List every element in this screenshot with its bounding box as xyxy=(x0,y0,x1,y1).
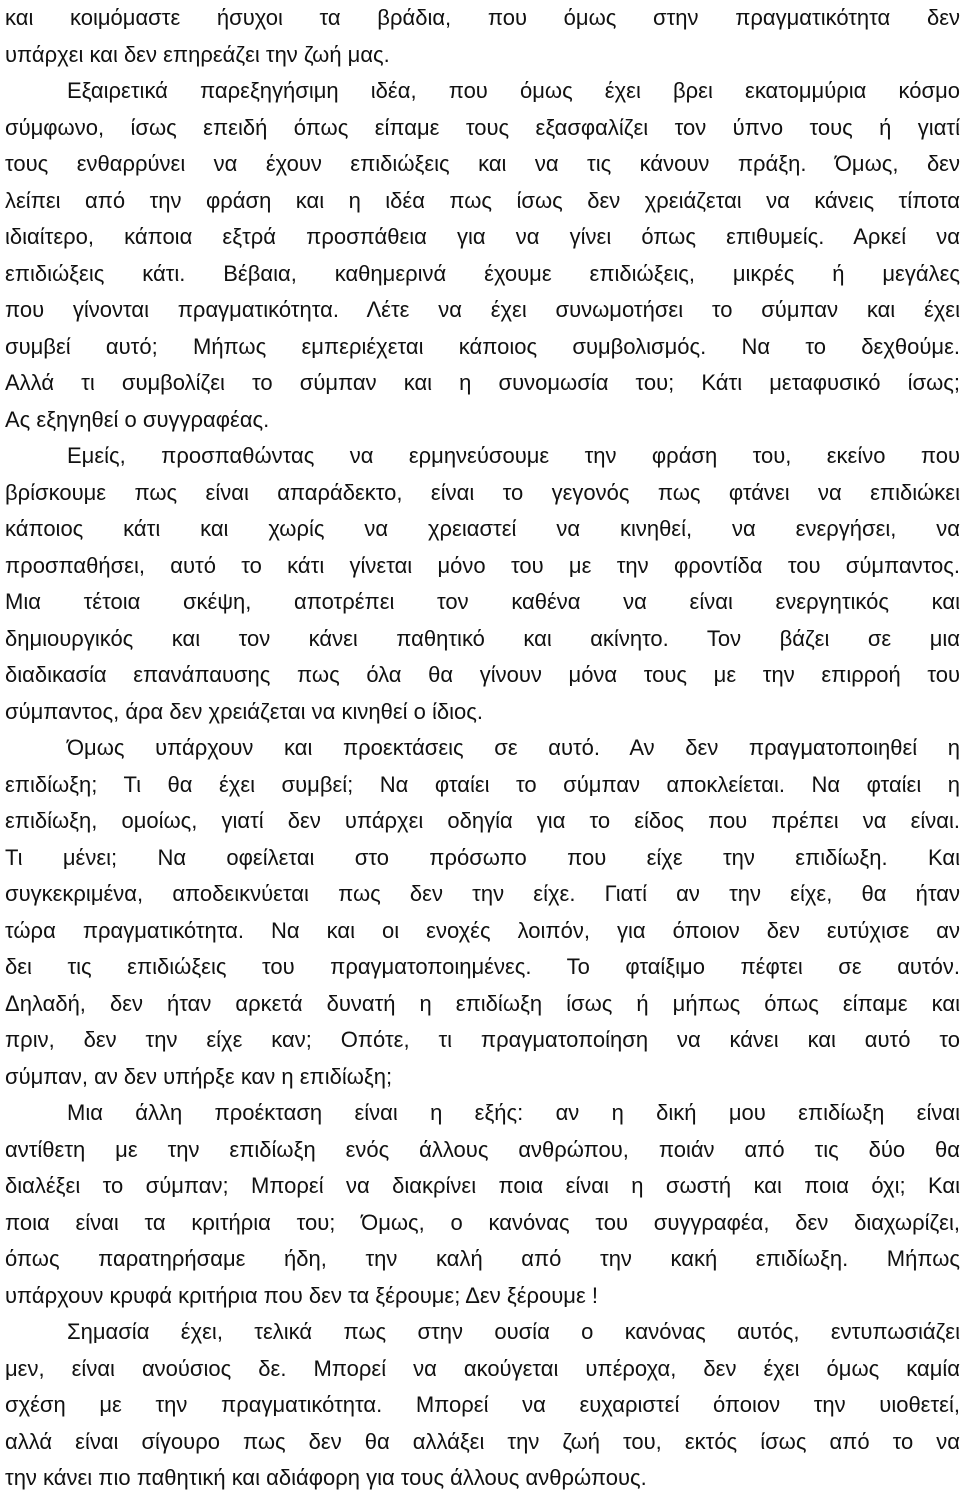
text-line: και κοιμόμαστε ήσυχοι τα βράδια, που όμως στην πραγματικότητα δεν xyxy=(5,5,960,30)
text-line: πριν, δεν την είχε καν; Οπότε, τι πραγματοποίηση να κάνει και αυτό το xyxy=(5,1027,960,1052)
text-line: δει τις επιδιώξεις του πραγματοποιημένες. Το φταίξιμο πέφτει σε αυτόν. xyxy=(5,954,960,979)
text-line: επιδίωξη, ομοίως, γιατί δεν υπάρχει οδηγία για το είδος που πρέπει να είναι. xyxy=(5,808,960,833)
text-line: ιδιαίτερο, κάποια εξτρά προσπάθεια για να γίνει όπως επιθυμείς. Αρκεί να xyxy=(5,224,960,249)
text-line: υπάρχουν κρυφά κριτήρια που δεν τα ξέρουμε; Δεν ξέρουμε ! xyxy=(5,1282,598,1308)
text-line: αντίθετη με την επιδίωξη ενός άλλους ανθρώπου, ποιάν από τις δύο θα xyxy=(5,1136,960,1162)
text-line: αλλά είναι σίγουρο πως δεν θα αλλάξει την ζωή του, εκτός ίσως από το να xyxy=(5,1428,960,1454)
text-line: την κάνει πιο παθητική και αδιάφορη για τους άλλους ανθρώπους. xyxy=(5,1465,647,1490)
text-line: Μια τέτοια σκέψη, αποτρέπει τον καθένα να είναι ενεργητικός και xyxy=(5,589,960,614)
text-line: τώρα πραγματικότητα. Να και οι ενοχές λοιπόν, για όποιον δεν ευτύχισε αν xyxy=(5,917,960,943)
text-line: επιδίωξη; Τι θα έχει συμβεί; Να φταίει το σύμπαν αποκλείεται. Να φταίει η xyxy=(5,771,960,797)
text-line: σύμπαν, αν δεν υπήρξε καν η επιδίωξη; xyxy=(5,1063,393,1089)
text-line: λείπει από την φράση και η ιδέα πως ίσως δεν χρειάζεται να κάνεις τίποτα xyxy=(5,187,960,213)
text-line: Εξαιρετικά παρεξηγήσιμη ιδέα, που όμως έχει βρει εκατομμύρια κόσμο xyxy=(67,78,960,103)
text-line: συμβεί αυτό; Μήπως εμπεριέχεται κάποιος συμβολισμός. Να το δεχθούμε. xyxy=(5,333,960,359)
text-line: Μια άλλη προέκταση είναι η εξής: αν η δική μου επιδίωξη είναι xyxy=(67,1100,960,1125)
text-line: τους ενθαρρύνει να έχουν επιδιώξεις και να τις κάνουν πράξη. Όμως, δεν xyxy=(5,151,960,176)
text-line: Τι μένει; Να οφείλεται στο πρόσωπο που είχε την επιδίωξη. Και xyxy=(5,844,960,870)
text-line: κάποιος κάτι και χωρίς να χρειαστεί να κινηθεί, να ενεργήσει, να xyxy=(5,516,960,541)
text-line: προσπαθήσει, αυτό το κάτι γίνεται μόνο του με την φροντίδα του σύμπαντος. xyxy=(5,552,960,578)
text-line: Όμως υπάρχουν και προεκτάσεις σε αυτό. Αν δεν πραγματοποιηθεί η xyxy=(67,735,960,760)
text-line: μεν, είναι ανούσιος δε. Μπορεί να ακούγεται υπέροχα, δεν έχει όμως καμία xyxy=(5,1355,960,1381)
text-line: δημιουργικός και τον κάνει παθητικό και ακίνητο. Τον βάζει σε μια xyxy=(5,625,960,651)
text-line: Ας εξηγηθεί ο συγγραφέας. xyxy=(5,406,270,432)
text-line: Αλλά τι συμβολίζει το σύμπαν και η συνομωσία του; Κάτι μεταφυσικό ίσως; xyxy=(5,370,960,395)
text-line: Σημασία έχει, τελικά πως στην ουσία ο κανόνας αυτός, εντυπωσιάζει xyxy=(67,1319,960,1344)
text-line: σχέση με την πραγματικότητα. Μπορεί να ευχαριστεί όποιον την υιοθετεί, xyxy=(5,1392,960,1417)
text-line: επιδιώξεις κάτι. Βέβαια, καθημερινά έχουμε επιδιώξεις, μικρές ή μεγάλες xyxy=(5,260,960,286)
document-page xyxy=(5,0,960,1497)
text-line: Δηλαδή, δεν ήταν αρκετά δυνατή η επιδίωξη ίσως ή μήπως όπως είπαμε και xyxy=(5,990,960,1016)
text-line: διαλέξει το σύμπαν; Μπορεί να διακρίνει ποια είναι η σωστή και ποια όχι; Και xyxy=(5,1173,960,1198)
text-line: σύμπαντος, άρα δεν χρειάζεται να κινηθεί ο ίδιος. xyxy=(5,698,483,724)
text-line: υπάρχει και δεν επηρεάζει την ζωή μας. xyxy=(5,41,390,67)
text-line: ποια είναι τα κριτήρια του; Όμως, ο κανόνας του συγγραφέα, δεν διαχωρίζει, xyxy=(5,1209,960,1235)
text-line: που γίνονται πραγματικότητα. Λέτε να έχει συνωμοτήσει το σύμπαν και έχει xyxy=(5,297,960,322)
text-line: Εμείς, προσπαθώντας να ερμηνεύσουμε την φράση του, εκείνο που xyxy=(67,443,960,468)
text-line: συγκεκριμένα, αποδεικνύεται πως δεν την είχε. Γιατί αν την είχε, θα ήταν xyxy=(5,881,960,906)
text-line: όπως παρατηρήσαμε ήδη, την καλή από την κακή επιδίωξη. Μήπως xyxy=(5,1246,960,1271)
text-line: βρίσκουμε πως είναι απαράδεκτο, είναι το γεγονός πως φτάνει να επιδιώκει xyxy=(5,479,960,505)
text-line: σύμφωνο, ίσως επειδή όπως είπαμε τους εξασφαλίζει τον ύπνο τους ή γιατί xyxy=(5,114,960,140)
text-line: διαδικασία επανάπαυσης πως όλα θα γίνουν μόνα τους με την επιρροή του xyxy=(5,662,960,687)
